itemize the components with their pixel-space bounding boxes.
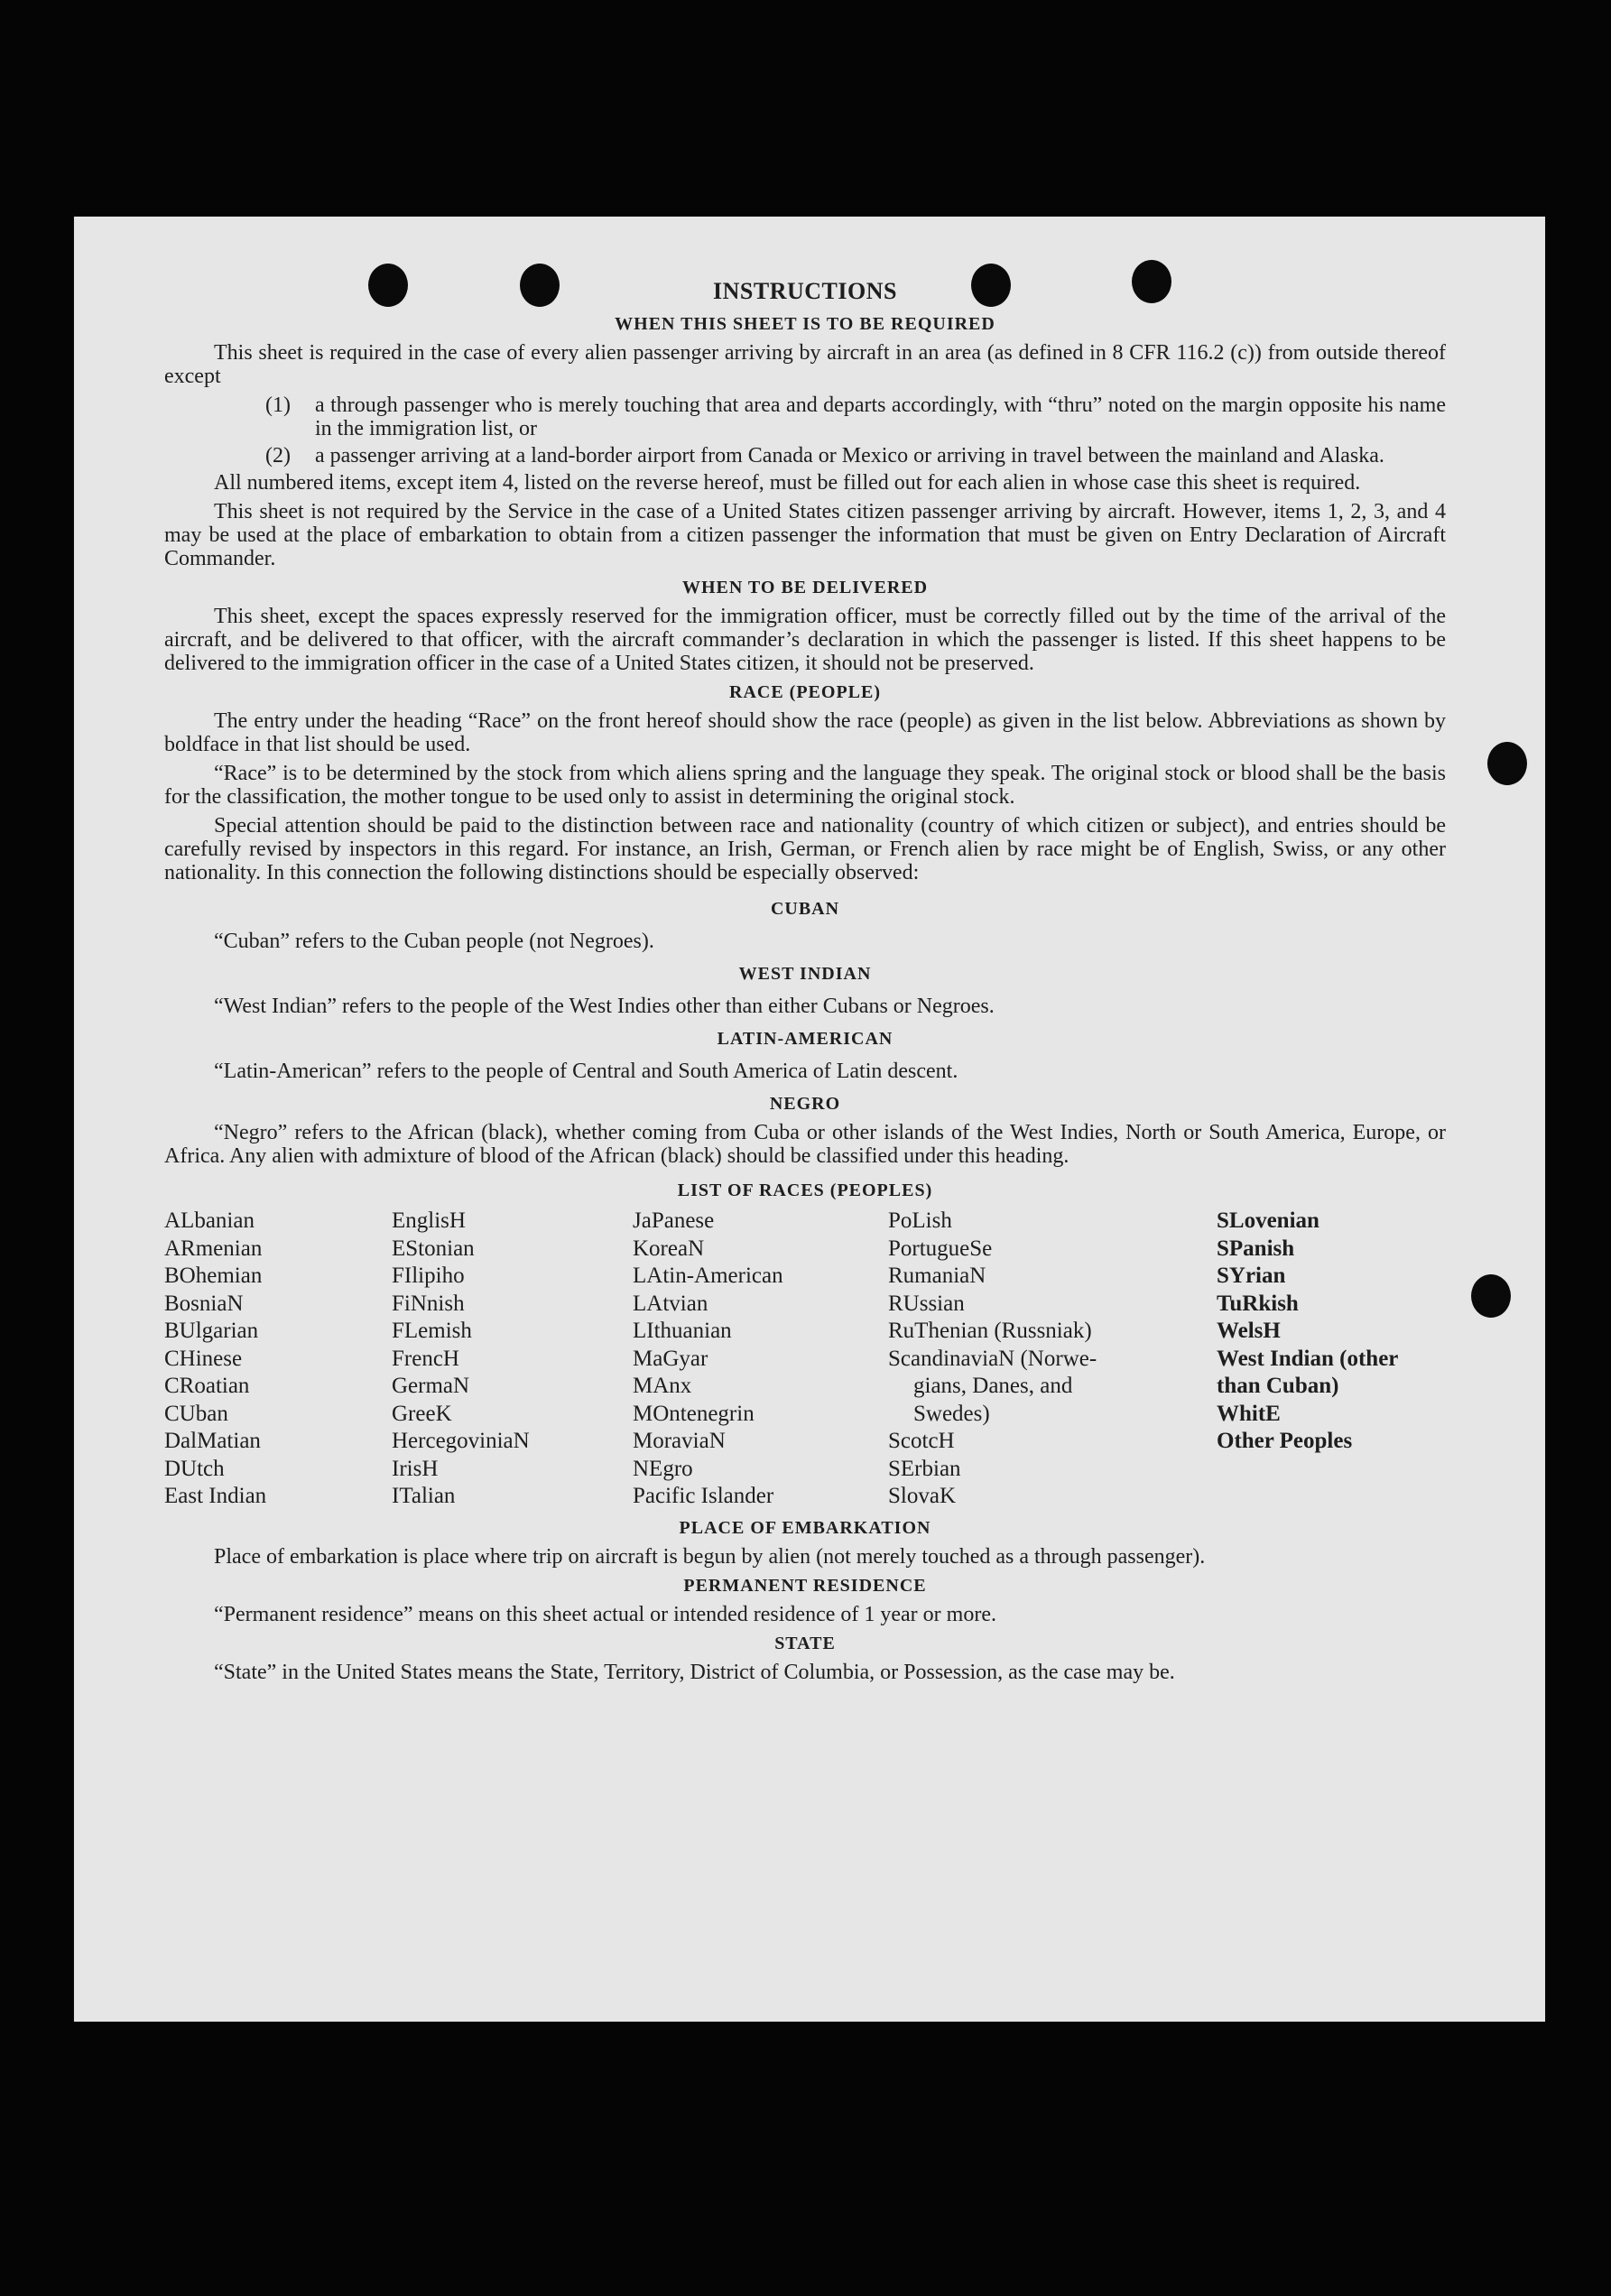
- race-entry: TuRkish: [1217, 1291, 1299, 1316]
- race-entry: LAtvian: [633, 1291, 708, 1316]
- race-entry: WelsH: [1217, 1319, 1281, 1343]
- section-heading-cuban: CUBAN: [770, 899, 840, 919]
- state-definition: “State” in the United States means the State, Territory, District of Columbia, or Possession, as the case may be.: [214, 1660, 1175, 1684]
- race-paragraph-2: “Race” is to be determined by the stock from which aliens spring and the language they speak. The original stock or blood shall be the basis for the classification, the mother tongue to be used only to assist in determining the original stock.: [164, 762, 1446, 809]
- section-heading-latin-american: LATIN-AMERICAN: [717, 1029, 893, 1049]
- race-entry: SlovaK: [888, 1484, 956, 1508]
- race-entry: NEgro: [633, 1456, 693, 1481]
- race-entry: DUtch: [164, 1456, 225, 1481]
- race-entry: MAnx: [633, 1374, 692, 1398]
- section-heading-residence: PERMANENT RESIDENCE: [683, 1575, 927, 1596]
- punch-hole: [1487, 742, 1527, 785]
- race-entry: FiNnish: [392, 1291, 465, 1316]
- race-paragraph-1: The entry under the heading “Race” on the front hereof should show the race (people) as given in the list below. Abbreviations as shown by boldface in that list should be used.: [164, 709, 1446, 756]
- race-entry: GreeK: [392, 1401, 452, 1426]
- punch-hole: [1471, 1274, 1511, 1318]
- race-entry: HercegoviniaN: [392, 1429, 530, 1453]
- races-list: [164, 1208, 1446, 1511]
- race-entry: BUlgarian: [164, 1319, 259, 1343]
- race-entry: LAtin-American: [633, 1264, 783, 1288]
- section-heading-when-delivered: WHEN TO BE DELIVERED: [681, 578, 929, 597]
- race-entry: EStonian: [392, 1236, 475, 1261]
- race-entry: IrisH: [392, 1456, 439, 1481]
- race-entry: SLovenian: [1217, 1208, 1319, 1233]
- race-entry: WhitE: [1217, 1401, 1281, 1426]
- section-heading-race: RACE (PEOPLE): [729, 682, 881, 702]
- race-entry: ScotcH: [888, 1429, 955, 1453]
- race-entry: MOntenegrin: [633, 1401, 755, 1426]
- when-required-intro: This sheet is required in the case of every alien passenger arriving by aircraft in an area (as defined in 8 CFR 116.2 (c)) from outside thereof except: [164, 341, 1446, 388]
- race-entry: BOhemian: [164, 1264, 263, 1288]
- race-entry: RumaniaN: [888, 1264, 986, 1288]
- exception-text: a passenger arriving at a land-border airport from Canada or Mexico or arriving in travel between the mainland and Alaska.: [315, 444, 1384, 468]
- race-entry: MoraviaN: [633, 1429, 726, 1453]
- exception-text: a through passenger who is merely touching that area and departs accordingly, with “thru” noted on the margin opposite his name in the immigration list, or: [315, 393, 1446, 440]
- race-entry: GermaN: [392, 1374, 470, 1398]
- races-column-2: [392, 1208, 633, 1511]
- race-entry: SPanish: [1217, 1236, 1295, 1261]
- embarkation-definition: Place of embarkation is place where trip on aircraft is begun by alien (not merely touched as a through passenger).: [214, 1544, 1206, 1569]
- race-entry: RuThenian (Russniak): [888, 1319, 1092, 1343]
- exception-item: [164, 444, 1446, 468]
- race-entry: East Indian: [164, 1484, 267, 1508]
- race-entry: ALbanian: [164, 1208, 255, 1233]
- race-entry-continued: Swedes): [913, 1401, 990, 1426]
- section-heading-west-indian: WEST INDIAN: [738, 964, 872, 984]
- page-title: INSTRUCTIONS: [713, 278, 897, 304]
- section-heading-when-required: WHEN THIS SHEET IS TO BE REQUIRED: [615, 314, 995, 334]
- instructions-content: [164, 280, 1446, 1690]
- race-entry: FIlipiho: [392, 1264, 465, 1288]
- race-entry: BosniaN: [164, 1291, 244, 1316]
- race-entry: FLemish: [392, 1319, 472, 1343]
- race-entry: JaPanese: [633, 1208, 715, 1233]
- race-entry: West Indian (other: [1217, 1346, 1399, 1371]
- races-column-4: [888, 1208, 1217, 1511]
- races-column-5: [1217, 1208, 1446, 1511]
- numbered-items-paragraph: All numbered items, except item 4, listed on the reverse hereof, must be filled out for each alien in whose case this sheet is required.: [214, 471, 1361, 495]
- race-entry: LIthuanian: [633, 1319, 732, 1343]
- race-entry: MaGyar: [633, 1346, 708, 1371]
- race-entry: FrencH: [392, 1346, 459, 1371]
- citizen-paragraph: This sheet is not required by the Service in the case of a United States citizen passenger arriving by aircraft. However, items 1, 2, 3, and 4 may be used at the place of embarkation to obtain from a citizen passenger the information that must be given on Entry Declaration of Aircraft Commander.: [164, 500, 1446, 570]
- race-entry: KoreaN: [633, 1236, 705, 1261]
- cuban-definition: “Cuban” refers to the Cuban people (not Negroes).: [214, 930, 654, 953]
- race-entry: CUban: [164, 1401, 228, 1426]
- races-column-3: [633, 1208, 888, 1511]
- race-entry: CRoatian: [164, 1374, 250, 1398]
- residence-definition: “Permanent residence” means on this sheet actual or intended residence of 1 year or more.: [214, 1602, 996, 1626]
- race-paragraph-3: Special attention should be paid to the distinction between race and nationality (country of which citizen or subject), and entries should be carefully revised by inspectors in this regard. For instance, an Irish, German, or French alien by race might be of English, Swiss, or any other nationality. In this connection the following distinctions should be especially observed:: [164, 814, 1446, 884]
- section-heading-races-list: LIST OF RACES (PEOPLES): [677, 1180, 933, 1200]
- race-entry: SYrian: [1217, 1264, 1286, 1288]
- race-entry: ARmenian: [164, 1236, 263, 1261]
- race-entry: Pacific Islander: [633, 1484, 774, 1508]
- race-entry: SErbian: [888, 1456, 961, 1481]
- when-delivered-paragraph: This sheet, except the spaces expressly reserved for the immigration officer, must be correctly filled out by the time of the arrival of the aircraft, and be delivered to that officer, with the aircraft commander’s declaration in which the passenger is listed. If this sheet happens to be delivered to the immigration officer in the case of a United States citizen, it should not be preserved.: [164, 605, 1446, 675]
- race-entry-continued: than Cuban): [1217, 1374, 1339, 1398]
- race-entry: PortugueSe: [888, 1236, 993, 1261]
- race-entry: CHinese: [164, 1346, 243, 1371]
- race-entry: PoLish: [888, 1208, 952, 1233]
- west-indian-definition: “West Indian” refers to the people of the West Indies other than either Cubans or Negroes.: [214, 995, 995, 1018]
- race-entry: EnglisH: [392, 1208, 466, 1233]
- document-sheet: [74, 217, 1545, 2022]
- race-entry: Other Peoples: [1217, 1429, 1353, 1453]
- exception-item: [164, 393, 1446, 440]
- section-heading-negro: NEGRO: [769, 1094, 841, 1114]
- race-entry: DalMatian: [164, 1429, 261, 1453]
- race-entry: ScandinaviaN (Norwe-: [888, 1346, 1097, 1371]
- section-heading-state: STATE: [774, 1633, 836, 1653]
- section-heading-embarkation: PLACE OF EMBARKATION: [679, 1517, 931, 1538]
- races-column-1: [164, 1208, 392, 1511]
- race-entry: RUssian: [888, 1291, 965, 1316]
- exception-number: (2): [265, 444, 291, 468]
- negro-definition: “Negro” refers to the African (black), whether coming from Cuba or other islands of the West Indies, North or South America, Europe, or Africa. Any alien with admixture of blood of the African (black) should be classified under this heading.: [164, 1121, 1446, 1168]
- exception-number: (1): [265, 393, 291, 417]
- latin-american-definition: “Latin-American” refers to the people of Central and South America of Latin descent.: [214, 1060, 958, 1083]
- race-entry: ITalian: [392, 1484, 456, 1508]
- race-entry-continued: gians, Danes, and: [913, 1374, 1073, 1398]
